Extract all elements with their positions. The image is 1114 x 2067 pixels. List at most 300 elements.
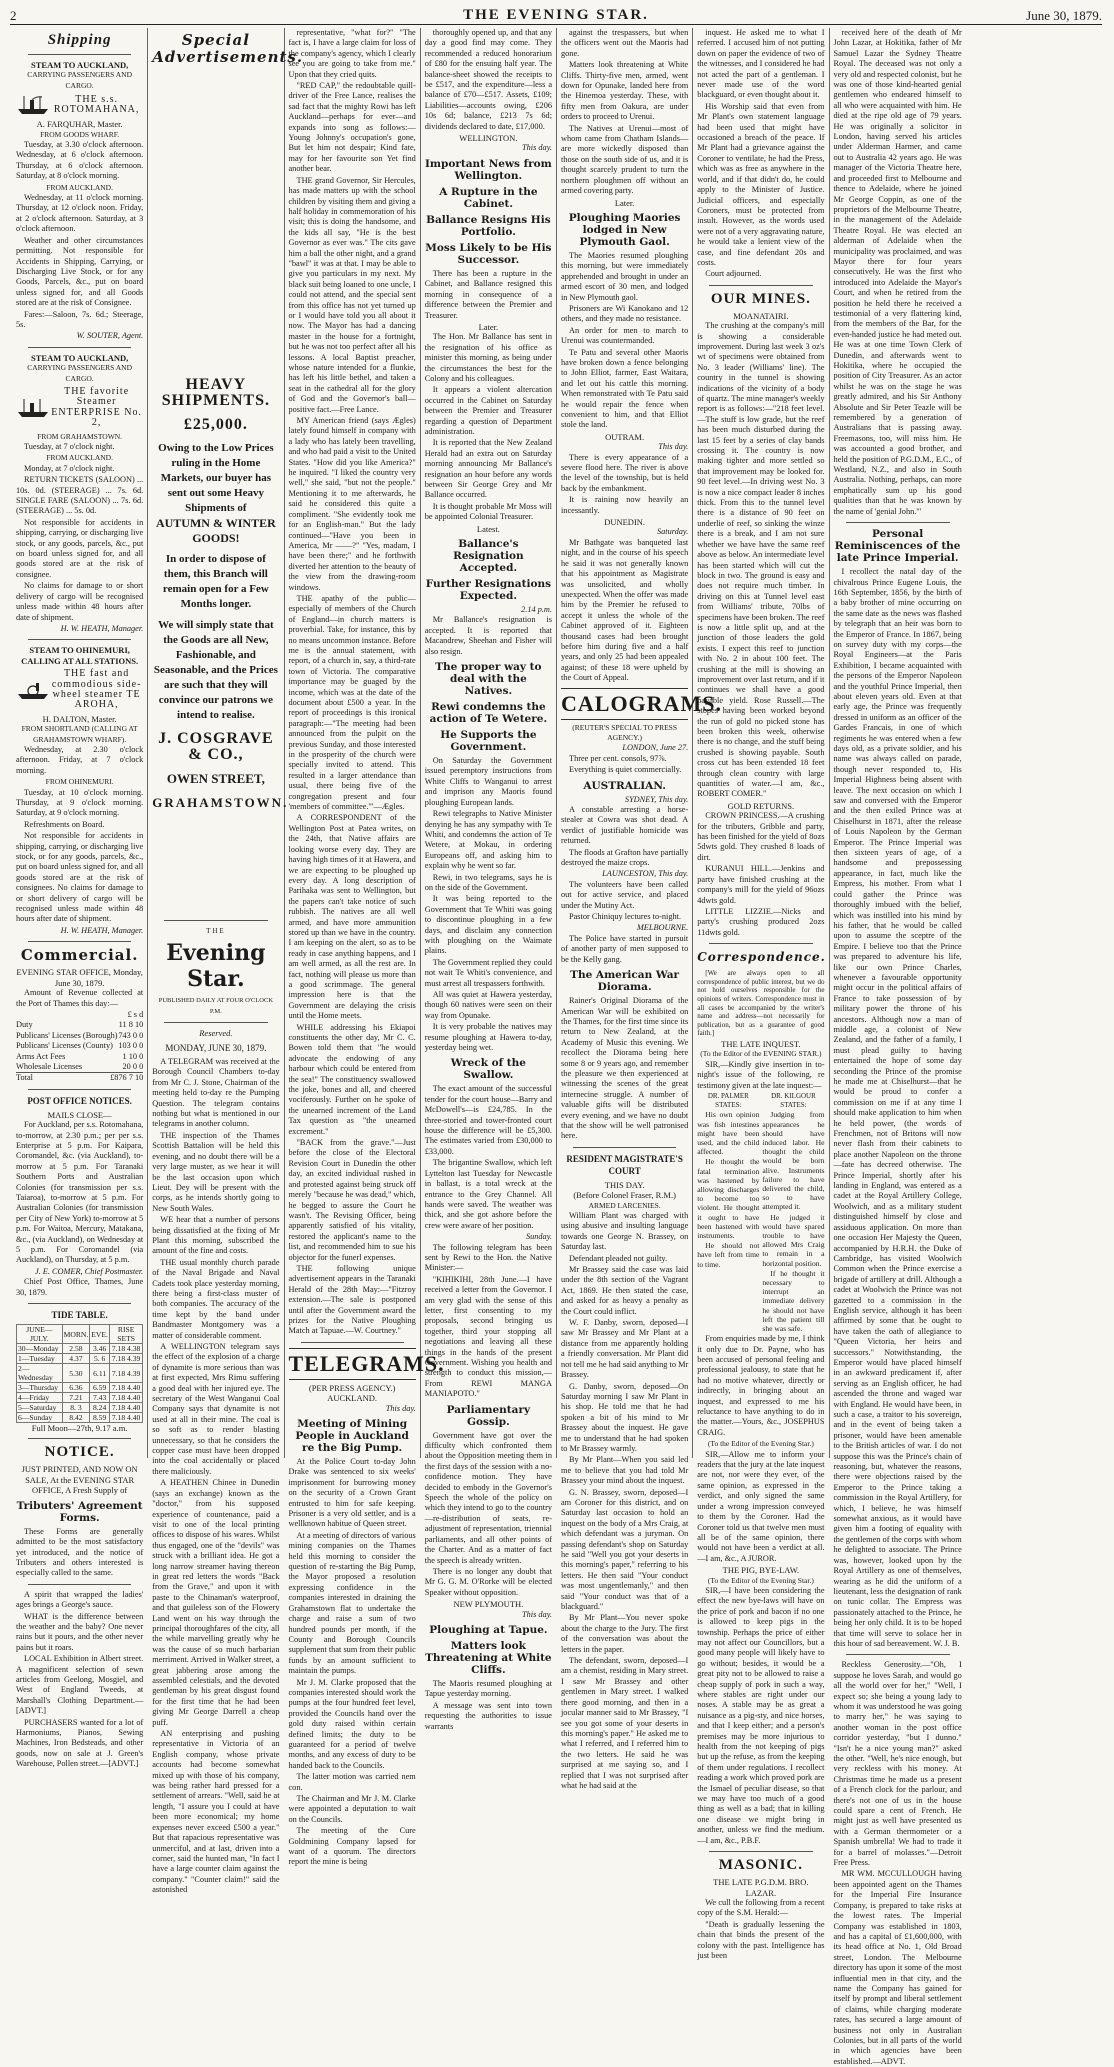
letter-paragraph: SIR,—I have been considering the effect the new bye-laws will have on the price of pork and bacon if no one is allowed to keep pigs in the township. Perhaps the price of either may not affect our Councillors, but a good many people will likely have to go without; besides, it would be a great pity not to be allowed to raise a cheap supply of pork in such a way, where stables are right under our noses. A stable may be as great a nuisance as a pig-sty, and nice horses, and that I keep either; and a person's premises may be more injurious to health from the not keeping of pigs but up the refuse, as from the keeping of them under regulations. I recollect reading a work which proved pork are the Ismael of peculiar disease, so that we may have too much of a good thing as well as a bad; that in killing one disease we might bring in another, unless we find the medium.—I am, &c., P.B.F.	[697, 1585, 825, 1845]
tide-cell: 2.58	[62, 1344, 90, 1354]
ad-spacer	[152, 69, 279, 369]
editorial-paragraph: A WELLINGTON telegram says the effect of the explosion of a charge of dynamite is more serious than was at first expected, Mrs Rimu suffering a good deal with her injured eye. The secretary of the West Wanganui Coal Company says that dynamite is not used at all in their mine. The coal is so soft as to render blasting unnecessary, so that he considers the copper case must have been dropped into the coal accidentally or placed there maliciously.	[152, 1342, 280, 1476]
court-paragraph: G. N. Brassey, sworn, deposed—I am Coroner for this district, and on Saturday last occasion to hold an inquest on the body of a Mrs Craig, at which defendant was a juryman. On passing defendant's shop on Saturday he said "Well you got your deserts in this morning's paper," referring to his letters. He then said "Your conduct was most ungentlemanly," and then said "Your conduct was that of a blackguard."	[561, 1487, 689, 1612]
tributers-forms-heading: Tributers' Agreement Forms.	[16, 1499, 143, 1524]
notice-text: Not responsible for accidents in shipping, carrying, or discharging live stock, or any goods, parcels, &c., put on board unless signed for, and all goods stored are at the risk of consignee.	[16, 517, 144, 579]
notice-heading: NOTICE.	[44, 1444, 115, 1461]
tide-table	[16, 1324, 143, 1423]
divider	[709, 1851, 812, 1852]
news-heading: Ploughing Maories lodged in New Plymouth Gaol.	[568, 211, 681, 248]
article-paragraph: MR WM. MCCULLOUGH having been appointed agent on the Thames for the Imperial Fire Insurance Company, is prepared to take risks at the lowest rates. The Imperial Company was established in 1803, and has a capital of £1,600,000, with its head office at No. 1, Old Broad street, London. The Melbourne directory has upon it some of the most influential men in that city, and the name the Company has gained for itself by prompt and liberal settlement of claims, while charging moderate rates, has secured a large amount of business not only in Australian Colonies, but in all parts of the world in which agencies have been established.—ADVT.	[833, 1869, 962, 2066]
section-heading-commercial: Commercial.	[20, 946, 139, 965]
table-row	[17, 1354, 143, 1364]
section-heading-correspondence: Correspondence.	[697, 950, 826, 965]
masthead	[10, 6, 1102, 25]
ad-town: GRAHAMSTOWN.	[152, 795, 289, 810]
news-paragraph: Matters look threatening at White Cliffs. Thirty-five men, armed, went down for Opunake, landed here from the Hinemoa yesterday. These, with fifty men from Oakura, are under orders to proceed to Urenui.	[561, 60, 689, 122]
court-paragraph: inquest. He asked me to what I referred. I accused him of not putting down on paper the evidence of two of the witnesses, and I considered he had not acted the part of a gentleman. I never made use of the word blackguard, or even thought about it.	[697, 28, 825, 100]
editorial-paragraph: THE apathy of the public—especially of members of the Church of England—in church matters is proverbial. Take, for instance, this by no means uncommon instance. Before me is the annual statement, with report, of a church in, say, a third-rate town of Victoria. The comparative importance may be guaged by the income, which was at the date of the document about £500 a year. In the report of proceedings is this ironical paragraph:—"The meeting had been announced from the pulpit on the previous Sunday, and those interested in the prosperity of the church were specially invited to attend. This resulted in a larger attendance than usual, there being five of the congregation present and four 'members of committee.'"—Ægles.	[288, 593, 416, 812]
news-paragraph: The Police have started in pursuit of another party of men supposed to be the Kelly gang.	[561, 933, 689, 964]
letter-to-editor: (To the Editor of the Evening Star.)	[707, 1575, 814, 1585]
news-paragraph: It is raining now heavily an incessantly.	[561, 495, 689, 515]
tide-cell: 6.11	[90, 1364, 110, 1383]
editorial-paragraph: "BACK from the grave."—Just before the close of the Electoral Revision Court in Dunedin the other day, an excited individual rushed in and protested against being struck off merely "because he was dead," which, he begged to assure the Court he wasn't. The Revising Officer, being apparently satisfied of his vitality, restored the applicant's name to the list, and recommended him to sue his objector for the funerl expenses.	[288, 1138, 416, 1262]
news-paragraph: Rewi telegraphs to Native Minister denying he has any sympathy with Te Whiti, and condemns the action of Te Wetere, at Mokau, in ordering Europeans off, and asking him to explain why he went so far.	[424, 809, 552, 871]
news-paragraph: All was quiet at Hawera yesterday, though 60 natives were seen on their way from Opunake.	[424, 990, 552, 1020]
tide-cell: 8.42	[62, 1413, 90, 1423]
tide-cell: 4.37	[62, 1354, 90, 1364]
issue-date: June 30, 1879.	[1026, 8, 1102, 23]
editorial-paragraph: WHILE addressing his Ekiapoi constituents the other day, Mr C. C. Bowen told them that "he would advocate the endowing of any harbour which could be entered from the sea!" The constituency swallowed the joke, bones and all, and cheered vociferously. Further on he spoke of the unearned increment of the Land Tax question as "the unearned excrement."	[288, 1022, 416, 1136]
page-number: 2	[10, 8, 17, 23]
column-1	[12, 28, 148, 1769]
tide-cell: 1—Tuesday	[17, 1354, 63, 1364]
divider	[164, 1022, 267, 1023]
revenue-total-label: Total	[16, 1073, 33, 1083]
news-heading: Important News from Wellington.	[425, 157, 552, 182]
paper-date: MONDAY, JUNE 30, 1879.	[165, 1042, 267, 1053]
departure-heading: FROM AUCKLAND.	[46, 182, 113, 192]
tide-cell: 7.18 4.39	[109, 1354, 142, 1364]
divider	[28, 941, 131, 942]
tide-cell: 6.59	[90, 1383, 110, 1393]
news-paragraph: against the trespassers, but when the officers went out the Maoris had gone.	[561, 28, 689, 58]
column-3	[285, 28, 445, 1867]
ship-name: THE s.s. ROTOMAHANA,	[53, 93, 140, 116]
tide-cell: 3—Thursday	[17, 1383, 63, 1393]
mines-paragraph: KURANUI HILL.—Jenkins and party have finished crushing at the company's mill for the yield of 96ozs 4dwts gold.	[697, 864, 825, 905]
fares-text: Fares:—Saloon, 7s. 6d.; Steerage, 5s.	[16, 309, 144, 329]
dateline-time: This day.	[522, 1609, 552, 1619]
small-ad-paragraph: WHAT is the difference between the weather and the baby? One never rains but it pours, and the other never pains but it roars.	[16, 1611, 144, 1652]
letter-paragraph: From enquiries made by me, I think it only due to Dr. Payne, who has been accused of personal feeling and professional jealousy, to state that he had no motive whatever, directly or indirectly, in bringing about an inquest, and expressed to me his reluctance to have anything to do in the matter.—Yours, &c., JOSEPHUS CRAIG.	[697, 1334, 825, 1437]
court-paragraph: G. Danby, sworn, deposed—On Saturday morning I saw Mr Plant in his shop. He told me that he had spoken a bit of his mind to Mr Brassey about the inquest. He gave me to understand that he had spoken to Mr Brassey warmly.	[561, 1381, 689, 1453]
dateline-time: This day.	[522, 143, 552, 153]
editorial-paragraph: representative, "what for?" "The fact is, I have a large claim for loss of the company's agency, which I clearly see you are going to take from me." Upon that they cried quits.	[288, 28, 416, 79]
news-paragraph: The brigantine Swallow, which left Lyttelton last Tuesday for Newcastle in ballast, is a total wreck at the entrance to the Grey Channel. All hands were saved. The weather was thick, and she got ashore before the crew were aware of her position.	[424, 1158, 552, 1230]
divider	[28, 639, 131, 640]
newspaper-title: THE EVENING STAR.	[463, 7, 649, 23]
news-heading: Matters look Threatening at White Cliffs.	[425, 1639, 552, 1676]
news-paragraph: It was being reported to the Government that Te Whiti was going to discontinue ploughing in a few days, and disclaim any connection with ploughing on the Waimate plains.	[424, 894, 552, 956]
post-office-dateline: Chief Post Office, Thames, June 30, 1879.	[16, 1277, 144, 1297]
schedule-text: Tuesday, at 10 o'clock morning. Thursday, at 9 o'clock morning. Saturday, at 9 o'clock morning.	[16, 787, 144, 818]
revenue-value: 1 10 0	[122, 1051, 144, 1061]
news-paragraph: At a meeting of directors of various mining companies on the Thames held this morning to consider the question of re-starting the Big Pump, the Mayor proposed a resolution expressing confidence in the companies interested in draining the Grahamstown flat to undertake the charge and raise a sum of two hundred pounds per month, if the County and Borough Councils supplement that sum from their public funds by an amount sufficient to maintain the pumps.	[288, 1530, 416, 1676]
tide-column-header: EVE.	[90, 1325, 110, 1344]
steamship-icon	[16, 397, 50, 419]
full-moon-note: Full Moon—27th, 9.17 a.m.	[31, 1423, 128, 1434]
tide-cell: 6—Sunday	[17, 1413, 63, 1423]
editorial-paragraph: THE grand Governor, Sir Hercules, has made matters up with the school children by visiting them and giving a half holiday in commemoration of his visit; this is doing the handsome, and the kids all say, "He is the best Governor as ever was." The cits gave him a ball the other night, and a grand "bawl" it was at that. I may be able to give you particulars in my next. My black suit being loaned to one uncle, I could not attend, and the special sent from this office has not yet turned up or I would have told you all about it now. The Mayor has had a dancing master in the house for a fortnight, but he was not too perfect after all his lessons. A local Baptist preacher, whose nature intended for a flunkie, has left his little bethel, and taken a seat in the cathedral all for the glory of God and the Governor's ball—positive fact.—Free Lance.	[288, 175, 416, 414]
news-heading: The American War Diorama.	[570, 969, 680, 994]
news-heading: Wreck of the Swallow.	[450, 1057, 526, 1082]
ad-heading: STEAM TO AUCKLAND,	[31, 352, 129, 363]
steamer-ad	[16, 387, 143, 429]
divider	[28, 347, 131, 348]
news-paragraph: An order for men to march to Urenui was countermanded.	[561, 325, 689, 346]
ad-subheading: CARRYING PASSENGERS AND CARGO.	[27, 70, 132, 90]
tide-cell: 6.36	[62, 1383, 90, 1393]
news-heading: The proper way to deal with the Natives.	[435, 661, 542, 698]
mails-close-heading: MAILS CLOSE—	[47, 1109, 112, 1120]
news-paragraph: It is very probable the natives may resume ploughing at Hawera to-day, yesterday being wet.	[424, 1022, 552, 1053]
agent-signature: H. W. HEATH, Manager.	[60, 925, 144, 935]
news-heading: Meeting of Mining People in Auckland re the Big Pump.	[295, 1418, 409, 1454]
tide-cell: 7.18 4.40	[109, 1393, 142, 1403]
court-paragraph: By Mr Plant—You never spoke about the charge to the Jury. The first of the conversation was about the letters in the paper.	[561, 1613, 689, 1654]
notice-text: No claims for damage to or short delivery of cargo will be recognised unless made within 48 hours after date of shipment.	[16, 581, 144, 622]
mines-paragraph: CROWN PRINCESS.—A crushing for the tributers, Gribble and party, has been finished for the yield of 8ozs 5dwts gold. They crushed 8 loads of dirt.	[697, 811, 825, 862]
court-paragraph: Defendant pleaded not guilty.	[569, 1253, 668, 1263]
editorial-paragraphs	[289, 28, 416, 1337]
revenue-value: 20 0 0	[122, 1061, 144, 1071]
testimony-left-head: DR. PALMER STATES:	[707, 1091, 749, 1110]
testimony-text: He thought the fatal termination was hastened by allowing discharges to become too violent. He thought it ought to have been hastened with instruments.	[697, 1157, 760, 1240]
news-paragraph: "KIHIKIHI, 28th June.—I have received a letter from the Governor. I am very glad with the sense of this letter, first consenting to my proposals, second bringing us together, third your stopping all negotiations and leaving all these things in the hands of the present Government. Wishing you health and strength to conduct this mission,—From REWI MANGA MANIAPOTO."	[424, 1274, 552, 1399]
column-4	[421, 28, 557, 1731]
news-paragraph: On Saturday the Government issued peremptory instructions from White Cliffs to Wanganui to arrest and imprison any Maoris found ploughing European lands.	[424, 756, 552, 807]
news-paragraph: The volunteers have been called out for active service, and placed under the Mutiny Act.	[561, 879, 689, 910]
mines-paragraph: LITTLE LIZZIE.—Nicks and party's crushing produced 2ozs 11dwts gold.	[697, 906, 825, 937]
news-paragraph: The Hon. Mr Ballance has sent in the resignation of his office as minister this morning, as being under the circumstances the best for the Colony and his colleagues.	[424, 332, 552, 383]
testimony-right-head: DR. KILGOUR STATES:	[771, 1091, 816, 1110]
schedule-text: Tuesday, at 7 o'clock night.	[24, 442, 115, 451]
editorial-paragraph: AN enterprising and pushing representative in Victoria of an English company, whose private accounts had become somewhat mixed up with those of his company, was being rather hard pressed for a settlement of arrears. "Well, said he at length, "I assure you I could at have been more economical; my home expenses never exceed £500 a year." But that rapacious representative was unmerciful, and at last, driven into a corner, said the hunted man, "In fact I have a large counter claim against the company." "Counter claim!" said the astonished	[152, 1729, 280, 1895]
notice-text: Refreshments on Board.	[24, 819, 105, 829]
news-heading: Rewi condemns the action of Te Wetere.	[429, 701, 548, 726]
editorial-paragraph: THE usual monthly church parade of the Naval Brigade and Naval Cadets took place yesterday morning, there being a first-class muster of both companies. The accuracy of the time kept by the band under Bandmaster Montgomery was a matter of considerable comment.	[152, 1257, 280, 1340]
news-heading: A Rupture in the Cabinet.	[439, 185, 538, 210]
revenue-table	[16, 1020, 143, 1072]
tide-cell: 2—Wednesday	[17, 1364, 63, 1383]
tide-cell: 7.18 4.40	[109, 1413, 142, 1423]
news-paragraph: The Maoris resumed ploughing at Tapue yesterday morning.	[424, 1678, 552, 1699]
notice-text: Weather and other circumstances permitting. Not responsible for Accidents in Shipping, Carrying, or Discharging Live Stock, or for any Goods, Parcels, &c., put on board unless signed for, and all Goods stored are at the risk of Consignee.	[16, 235, 144, 308]
postmaster-signature: J. E. COMER, Chief Postmaster.	[34, 1266, 144, 1276]
divider	[846, 1654, 950, 1655]
dateline-london: LONDON, June 27.	[622, 743, 689, 753]
testimony-right	[762, 1092, 824, 1334]
news-heading: Ballance's Resignation Accepted.	[453, 538, 524, 575]
news-paragraph: Prisoners are Wi Kanokano and 12 others, and they made no resistance.	[561, 303, 689, 324]
small-ad-paragraph: LOCAL Exhibition in Albert street. A magnificent selection of sewn articles from Geelong, Mosgiel, and West of England Tweeds, at Marshall's Clothing Department.—[ADVT.]	[16, 1654, 144, 1716]
news-paragraph: A message was sent into town requesting the authorities to issue warrants	[424, 1700, 552, 1731]
ad-firm-name: J. COSGRAVE & CO.,	[158, 730, 274, 763]
divider	[301, 1342, 404, 1343]
divider	[28, 1303, 131, 1304]
schedule-text: Monday, at 7 o'clock night.	[24, 463, 115, 473]
later-subheading: Later.	[614, 197, 635, 208]
steamer-ad	[16, 669, 143, 711]
fares-text: RETURN TICKETS (SALOON) ... 10s. 0d. (STEERAGE) ... 7s. 6d. SINGLE FARE (SALOON) ... 7s. 6d. (STEERAGE) ... 5s. 0d.	[16, 475, 144, 516]
revenue-label: Arms Act Fees	[16, 1051, 66, 1061]
divider	[28, 1089, 131, 1090]
testimony-text: His own opinion was fish intestines might have been used, and the child affected.	[697, 1110, 760, 1157]
masonic-paragraph: We cull the following from a recent copy of the S.M. Herald:—	[697, 1897, 825, 1918]
revenue-row	[16, 1041, 143, 1051]
mine-name: MOANATAIRI.	[733, 310, 789, 321]
testimony-text: He should not have left from time to time.	[697, 1241, 760, 1269]
news-paragraph: There is no longer any doubt that Mr G. G. M. O'Rorke will be elected Speaker without opposition.	[424, 1566, 552, 1597]
later-subheading: Later.	[478, 321, 499, 332]
notice-subtext: JUST PRINTED, AND NOW ON SALE, At the EVENING STAR OFFICE, A Fresh Supply of	[21, 1464, 138, 1496]
news-paragraph: The Chairman and Mr J. M. Clarke were appointed a deputation to wait on the Councils.	[288, 1794, 416, 1824]
testimony-text: Judging from appearances he should have induced labor. He thought the child would be born alive. Instruments failure to have delivered the child, so to have attempted it.	[762, 1110, 825, 1212]
ad-body: Owing to the Low Prices ruling in the Home Markets, our buyer has sent out some Heavy Shipments of	[158, 442, 274, 514]
news-paragraph: Rewi, in two telegrams, says he is on the side of the Government.	[424, 872, 552, 892]
masonic-subheading: THE LATE P.G.D.M. BRO. LAZAR.	[713, 1877, 809, 1898]
gold-returns-heading: GOLD RETURNS.	[727, 800, 795, 811]
revenue-total-row	[16, 1072, 143, 1083]
divider	[709, 285, 812, 286]
ad-heading: STEAM TO AUCKLAND,	[31, 60, 129, 70]
column-6	[693, 28, 829, 1960]
departure-heading: FROM GRAHAMSTOWN.	[37, 431, 123, 441]
tide-cell: 8.59	[90, 1413, 110, 1423]
tide-cell: 5. 6	[90, 1354, 110, 1364]
revenue-value: 103 0 0	[118, 1041, 144, 1051]
ad-heading: STEAM TO OHINEMURI, CALLING AT ALL STATIONS.	[21, 645, 139, 666]
dateline-time: This day.	[658, 442, 689, 452]
news-heading: Ploughing at Tapue.	[429, 1623, 548, 1636]
news-paragraph: The Maories resumed ploughing this morning, but were immediately apprehended and brought in under an armed escort of 30 men, and lodged in New Plymouth gaol.	[561, 250, 689, 302]
dateline-auckland: AUCKLAND.	[327, 1393, 378, 1404]
post-office-heading: POST OFFICE NOTICES.	[27, 1095, 132, 1106]
court-date: THIS DAY.	[604, 1179, 645, 1190]
dateline-dunedin: DUNEDIN.	[604, 517, 646, 528]
court-heading: RESIDENT MAGISTRATE'S COURT	[566, 1153, 683, 1176]
calograms-heading: CALOGRAMS.	[561, 688, 688, 720]
news-paragraph: It is reported that the New Zealand Herald had an extra out on Saturday morning announcing Mr Ballance's resignation an hour before any words between Sir George Grey and Mr Ballance occurred.	[424, 438, 552, 500]
ship-master: A. FARQUHAR, Master.	[36, 119, 123, 130]
letter-heading: THE LATE INQUEST.	[721, 1038, 801, 1049]
editorial-paragraph: WE hear that a number of persons being dissatisfied at the fixing of Mr Plant this morning, subscribed the amount of the fine and costs.	[152, 1215, 280, 1256]
ad-street: OWEN STREET,	[166, 771, 265, 786]
departure-heading: FROM SHORTLAND (CALLING AT GRAHAMSTOWN WHARF).	[21, 724, 138, 744]
tide-cell: 8.24	[90, 1403, 110, 1413]
news-heading: Parliamentary Gossip.	[446, 1403, 531, 1428]
court-magistrate: (Before Colonel Fraser, R.M.)	[573, 1190, 676, 1201]
table-row	[17, 1403, 143, 1413]
tide-cell: 7.18 4.40	[109, 1403, 142, 1413]
news-heading: He Supports the Government.	[440, 729, 537, 754]
tide-cell: 7.18 4.40	[109, 1383, 142, 1393]
news-paragraph: Mr Bathgate was banqueted last night, and in the course of his speech he said it was not generally known that his appointment as Magistrate was unsolicited, and wholly unexpected. When the offer was made him by the Premier he refused to accept it unless the whole of the Cabinet approved of it. Eighteen thousand cases had been brought before him during five and a half years, and only 25 had been appealed against; of these 18 were upheld by the Court of Appeal.	[561, 537, 689, 683]
article-paragraph: Reckless Generosity.—"Oh, I suppose he loves Sarah, and would go all the world over for her," "Well, I expect so; she being a young lady to whom it was understood he was going to marry her," he was saying to another woman in the post office corridor yesterday, "but I dunno." "Isn't he a nice young man?" asked the other. "Well, he's nice enough, but very reckless with his money. At Christmas time he made us a present of a French clock for the parlour, and there's not one of us in the house could spare a cent of French. He might just as well have presented us with a German thermometer or a Spanish umbrella! We had to trade it for a barrel of molasses."—Detroit Free Press.	[833, 1660, 962, 1868]
steamship-icon	[16, 679, 50, 701]
section-heading-special-ads: Special Advertisements.	[152, 31, 304, 66]
tide-cell: 3.46	[90, 1344, 110, 1354]
ad-season: AUTUMN & WINTER GOODS!	[155, 516, 276, 545]
reuters-note: (REUTER'S SPECIAL TO PRESS AGENCY.)	[572, 722, 678, 742]
revenue-units: £ s d	[127, 1009, 144, 1019]
ad-body-3: We will simply state that the Goods are all New, Fashionable, and Seasonable, and the Prices are such that they will convince our patrons we intend to realise.	[153, 619, 278, 721]
testimony-text: He judged it would have spared trouble to have allowed Mrs Craig to remain in a horizontal position.	[762, 1212, 825, 1268]
news-paragraph: Te Patu and several other Maoris have broken down a fence belonging to John Elliot, farmer, East Waitara, and let out his cattle this morning. When remonstrated with Te Patu said he would repair the fence when convenient to him, and that Elliot stole the land.	[561, 347, 689, 430]
letter-heading: THE PIG, BYE-LAW.	[722, 1565, 800, 1576]
divider	[28, 54, 131, 55]
masonic-paragraph: received here of the death of Mr John Lazar, at Hokitika, father of Mr Samuel Lazar the Sydney Theatre Royal. The deceased was not only a very old and respected colonist, but he was one of those kind-hearted genial gentlemen who endeared himself to all who were acquainted with him. He died at the ripe old age of 79 years. He was originally a solicitor in London, having served his articles under Alderman Harmer, and came out to Australia 42 years ago. He was manager of the Victoria Theatre here, and proceeded first to Melbourne and thence to Adelaide, where he joined Mr George Coppin, as one of the proprietors of the Melbourne Theatre, in the management of the Adelaide Theatre Royal. He was elected an alderman of Adelaide when the municipality was proclaimed, and was Mayor there for four years consecutively. He was the first who introduced into Adelaide the Mayor's Court, and when he retired from the position he held there he received a testimonial of a very flattering kind, from the members of the Bar, for the even-handed justice he had meted out. He was at one time Town Clerk of Dunedin, and afterwards went to Hokitika, where he occupied the position of City Treasurer. As an actor whilst he was on the stage he was greatly admired, and his Sir Anthony Absolute and Sir Peter Teazle will be remembered by a generation of Australians that is passing away. Freemasons, too, will miss him. He was accounted a good brother, and held the position of P.G.D.M., E.C., of Westland, N.Z., and also in South Australia. Nothing, perhaps, can more emphatically sum up his good qualities than that he was known by the name of 'genial John.'"	[833, 28, 962, 516]
revenue-label: Publicans' Licenses (County)	[16, 1041, 113, 1051]
news-paragraph: Pastor Chiniquy lectures to-night.	[569, 912, 681, 922]
ad-cosgrave	[152, 441, 279, 723]
dateline-outram: OUTRAM.	[605, 431, 645, 442]
news-paragraph: It is thought probable Mr Moss will be appointed Colonial Treasurer.	[424, 501, 552, 522]
paper-name: Evening Star.	[166, 940, 266, 993]
departure-heading: FROM OHINEMURI.	[45, 777, 114, 787]
ad-body-2: In order to dispose of them, this Branch will remain open for a Few Months longer.	[162, 553, 269, 610]
revenue-total-value: £876 7 10	[110, 1073, 144, 1083]
revenue-label: Duty	[16, 1020, 33, 1030]
revenue-label: Wholesale Licenses	[16, 1061, 83, 1071]
tide-cell: 7.18 4.39	[109, 1364, 142, 1383]
news-paragraph: A constable arresting a horse-stealer at Cowra was shot dead. A verdict of justifiable homicide was returned.	[561, 805, 689, 846]
correspondence-note: [We are always open to all correspondence of public interest, but we do not hold ourselves responsible for the opinions of writers. Correspondence must in all cases be accompanied by the writer's name and address—not necessarily for publication, but as a guarantee of good faith.]	[697, 969, 825, 1038]
news-paragraph: Three per cent. consols, 97⅞.	[569, 753, 667, 763]
letter-paragraph: SIR,—Kindly give insertion in to-night's issue of the following, re testimony given at the late inquest:—	[697, 1059, 825, 1090]
revenue-row	[16, 1020, 143, 1030]
news-heading: Moss Likely to be His Successor.	[425, 241, 552, 266]
column-2	[148, 28, 304, 1895]
departure-heading: FROM AUCKLAND.	[46, 453, 113, 463]
post-office-text: For Auckland, per s.s. Rotomahana, to-morrow, at 2.30 p.m.; per per s.s. Enterprise at 5 p.m. For Kaipara, Coromandel, &c. (via Auckland), to-morrow at 5 p.m. For Taranaki Southern Ports and Australian Colonies (for transmission per s.s. Taiaroa), to-morrow at 5 p.m. For Australian Colonies (for transmission per City of New York) to-morrow at 5 p.m. For Waitoa, Mercury, Matakana, &c., (via Auckland), on Wednesday at 5 p.m. For Coromandel (via Auckland), on Thursday, at 5 p.m.	[16, 1120, 144, 1265]
revenue-row	[16, 1031, 143, 1041]
schedule-text: Wednesday, at 11 o'clock morning. Thursday, at 12 o'clock noon. Friday, at 2 o'clock afternoon. Saturday, at 3 o'clock afternoon.	[16, 193, 144, 234]
tide-cell: 7.21	[62, 1393, 90, 1403]
column-7	[830, 28, 966, 2066]
court-paragraph: Court adjourned.	[705, 269, 762, 279]
news-paragraph: The following telegram has been sent by Rewi to the Hon. the Native Minister:—	[424, 1242, 552, 1273]
divider	[28, 1438, 131, 1439]
dateline-time: 2.14 p.m.	[521, 605, 552, 615]
news-heading: Further Resignations Expected.	[425, 578, 551, 603]
news-paragraph: The floods at Grafton have partially destroyed the maize crops.	[561, 847, 689, 868]
tide-table-header	[17, 1325, 143, 1344]
dateline-wellington: WELLINGTON.	[459, 133, 518, 144]
article-paragraph: I recollect the natal day of the chivalrous Prince Eugene Louis, the 16th September, 1856, by the birth of a baby brother of mine occurring on the same date as the news was flashed by telegraph that an heir was born to the Emperor of France. In 1867, being on survey duty with my corps—the Royal Engineers—at the Paris Exhibition, I became acquainted with the persons of the Emperor Napoleon and the youthful Prince Imperial, then about eleven years old. Even at that early age, the Prince was frequently dressed in uniform as an officer of the Gardes Francais, in one of which regiments he was entered when a few days old, as a private soldier, and his name was always called on parade, though never responded to, His Imperial Highness being absent with leave. The next occasion on which I saw and conversed with the Emperor and the then exiled Prince was at Chiselhurst in 1871, after the release of Louis Napoleon by the German Emperor. The Prince Imperial was then sixteen years of age, of a handsome and prepossessing appearance, in fact, much like the Empress, his mother. From what I could gather the Prince was thoroughly imbued with the belief, which was instilled into his mind by his father, that he would be called upon to assume the sceptre of the Empire. I believe too that the Prince was prepared to adventure his life, like our own Prince Charles, whenever a favourable opportunity might occur in the political affairs of France to take possession of by military power the throne of his ancestors. Although now a man of middle age, a colonist of New Zealand, and the father of a family, I must plead guilty to having entertained the hope of some day seconding the Prince of the promise he made me at Chiselhurst—that he would be proud to confer a commission on me if at any time I should make application to him when he held power, (the words of Frenchmen, not of Britons will now never flash from their cabinets to place another Napoleon on the throne—fate has decreed otherwise. The Prince Imperial, shortly after his landing in England, was entered as a cadet at the Royal Artillery College, Woolwich, and as a military student distinguished himself by close and assiduous application. On more than one occasion Her Majesty the Queen, accompanied by H.R.H. the Duke of Cambridge, has visited Woolwich Common when the Prince exercise a brigade of artillery at drill. Although a cadet at Woolwich the Prince was not gazetted to a commission in the English service, although it has been affirmed by some that he ought to have taken the oath of allegiance to "Queen Victoria, her heirs and successors." Notwithstanding, the Emperor would have placed himself in an awkward predicament if, after serving as an English officer, he had ascended the throne and waged war with England. He would have been, in such a case, a traitor to his sovereign, and in the event of being taken a prisoner, would have been amenable to the British articles of war. I do not suppose this was the Prince's chain of reasoning, but, whatever the reasons, there were objections raised by the Emperor to the Prince taking a commission in the Royal Artillery, for which, I believe, he was himself somewhat anxious, as it would have given him a footing of equality with the gentlemen of the corps with whom he delighted to associate. The Prince was, however, looked upon by the Royal Artillery as one of themselves, wearing as he did the uniform of a lieutenant, less the designation of rank on tunic collar. The Empress was passionately attached to the Prince, he being her only child. It is to be hoped that time will serve to solace her in this hour of sad bereavement. W. J. B.	[833, 567, 962, 1648]
agent-signature: H. W. HEATH, Manager.	[60, 623, 144, 633]
letter-to-editor: (To the Editor of the EVENING STAR.)	[700, 1049, 822, 1059]
letter-paragraph: SIR,—Allow me to inform your readers that the jury at the late inquest are not, nor were they ever, of the same opinion, as expressed in the verdict, and only signed the same under a wrong impression conveyed to them by the Coroner. Had the Coroner told us that twelve men must all be of the same opinion, there would not have been a verdict at all.—I am, &c., A JUROR.	[697, 1449, 825, 1563]
news-paragraph: There is every appearance of a severe flood here. The river is above the level of the township, but is held back by the embankment.	[561, 452, 689, 493]
agent-signature: W. SOUTER, Agent.	[76, 331, 144, 341]
news-heading: Personal Reminiscences of the late Prince Imperial.	[834, 528, 961, 565]
tide-cell: 30—Monday	[17, 1344, 63, 1354]
tide-column-header: JUNE—JULY.	[17, 1325, 63, 1344]
news-paragraph: The meeting of the Cure Goldmining Company lapsed for want of a quorum. The directors report the mine is being	[288, 1826, 416, 1867]
editorial-paragraph: THE inspection of the Thames Scottish Battalion will be held this evening, and no doubt there will be a very large muster, as we hear it will be the last occasion upon which Lieut. Dey will be present with the corps, as he intends shortly going to New South Wales.	[152, 1130, 280, 1213]
section-heading-shipping: Shipping	[47, 32, 112, 48]
editorial-paragraph: THE following unique advertisement appears in the Taranaki Herald of the 28th May:—"Fitzroy extension.—The sale is postponed until after the Government award the prizes for the Native Ploughing Match at Tapuae.—W. Courtney."	[288, 1263, 416, 1336]
steamer-ad	[16, 94, 143, 116]
news-paragraph: Everything is quiet commercially.	[569, 765, 682, 775]
revenue-label: Publicans' Licenses (Borough)	[16, 1030, 118, 1040]
tide-cell: 4—Friday	[17, 1393, 63, 1403]
notice-text: Not responsible for accidents in shipping, carrying, or discharging live stock, or for any goods, parcels, &c., put on board unless signed for, and all goods stored are at the risk of consignees. No claims for damage to or short delivery of cargo will be recognised unless made within 48 hours after date of shipment.	[16, 831, 144, 924]
table-row	[17, 1383, 143, 1393]
dateline-melbourne: MELBOURNE.	[636, 923, 689, 933]
ad-amount: £25,000.	[183, 416, 248, 433]
tide-column-header: RISE SETS	[109, 1325, 142, 1344]
tide-cell: 8. 3	[62, 1403, 90, 1413]
editorial-paragraphs	[152, 1057, 279, 1896]
dateline-time: Sunday.	[525, 1232, 552, 1242]
column-5	[557, 28, 722, 1790]
telegrams-heading: TELEGRAMS.	[289, 1348, 416, 1380]
testimony-comparison	[697, 1092, 824, 1334]
table-row	[17, 1364, 143, 1383]
ad-subheading: CARRYING PASSENGERS AND CARGO.	[27, 363, 132, 383]
divider	[709, 943, 812, 944]
dateline-time: Saturday.	[656, 527, 689, 537]
paper-reserved: Reserved.	[199, 1028, 233, 1039]
divider	[573, 1147, 676, 1148]
small-ad-paragraph: PURCHASERS wanted for a lot of Harmoniums, Pianos, Sewing Machines, Iron Bedsteads, and other goods, now on sale at J. Green's Warehouse, Pollen street.—[ADVT.]	[16, 1717, 144, 1769]
press-agency-note: (PER PRESS AGENCY.)	[308, 1382, 396, 1393]
news-paragraph: Rainer's Original Diorama of the American War will be exhibited on the Thames, for the first time since its return to New Zealand, at the Academy of Music this evening. We recollect the Diorama being here some 8 or 9 years ago, and remember the pleasure we then experienced at witnessing the scenes of the great internecine struggle. A number of valuable gifts will be distributed every evening, and we have no doubt that the show will be well patronised here.	[561, 996, 689, 1141]
paper-published: PUBLISHED DAILY AT FOUR O'CLOCK P.M.	[158, 997, 274, 1015]
dateline-sydney: SYDNEY, This day.	[624, 794, 689, 804]
departure-heading: FROM GOODS WHARF.	[40, 129, 120, 139]
court-paragraph: By Mr Plant—When you said led me to believe that you had told Mr Brassey your mind about the inquest.	[561, 1455, 689, 1486]
revenue-value: 11 8 10	[118, 1020, 144, 1030]
news-paragraph: There has been a rupture in the Cabinet, and Ballance resigned this morning in consequence of a difference between the Premier and Treasurer.	[424, 268, 552, 320]
steamship-icon	[16, 94, 50, 116]
dateline-time: This day.	[385, 1403, 416, 1413]
tide-cell: 7.43	[90, 1393, 110, 1403]
paper-the: THE	[206, 927, 226, 935]
small-ad-paragraph: A spirit that wrapped the ladies' ages brings a George's sauce.	[16, 1589, 144, 1610]
news-paragraph: The Natives at Urenui—most of whom came from Chatham Islands—are more wickedly disposed than those on the south side of us, and it is thought scarcely prudent to turn the northern ploughmen off without an armed covering party.	[561, 123, 689, 196]
ship-name: THE fast and commodious side-wheel steamer TE AROHA,	[51, 668, 142, 711]
tide-column-header: MORN.	[62, 1325, 90, 1344]
office-dateline: EVENING STAR OFFICE, Monday, June 30, 1879.	[16, 967, 143, 988]
section-heading-our-mines: OUR MINES.	[710, 290, 811, 307]
tributers-note: These Forms are generally admitted to be the most satisfactory yet introduced, and the notice of Tributers and others interested is especially called to the same.	[16, 1526, 144, 1578]
revenue-row	[16, 1062, 143, 1072]
schedule-text: Tuesday, at 3.30 o'clock afternoon. Wednesday, at 6 o'clock afternoon. Thursday, at 6 o'clock afternoon. Saturday, at 8 o'clock morning.	[16, 140, 144, 181]
masonic-paragraph: "Death is gradually lessening the chain that binds the present of the colony with the past. Intelligence has just been	[697, 1919, 825, 1960]
news-paragraph: At the Police Court to-day John Drake was sentenced to six weeks' imprisonment for burrowing money on the security of a Crown Grant entrusted to him for safe keeping. Prisoner is a very old settler, and is a wellknown habitue of Queen street.	[288, 1457, 416, 1529]
tide-cell: 7.18 4.38	[109, 1344, 142, 1354]
small-ads	[16, 1590, 143, 1770]
ad-spacer	[152, 819, 279, 915]
news-paragraph: thoroughly opened up, and that any day a good find may come. They recommended a reduced honorarium of £80 for the ensuing half year. The balance-sheet showed the receipts to be £517, and the expenditure—less a balance of £70—£517. Assets, £109; Liabilities—accounts owing, £206 10s 6d; balance, £213 7s 6d; dividends declared to date, £17,000.	[424, 28, 552, 131]
divider	[28, 1584, 131, 1585]
table-row	[17, 1393, 143, 1403]
table-row	[17, 1413, 143, 1423]
tide-table-body	[17, 1344, 143, 1423]
court-paragraph: Mr Brassey said the case was laid under the 8th section of the Vagrant Act, 1869. He then stated the case, and asked for as heavy a penalty as the Court could inflict.	[561, 1265, 689, 1316]
news-paragraph: It appears a violent altercation occurred in the Cabinet on Saturday between the Premier and Treasurer regarding a question of Department administration.	[424, 385, 552, 436]
ship-master: H. DALTON, Master.	[42, 713, 117, 724]
editorial-paragraph: A CORRESPONDENT of the Wellington Post at Patea writes, on the 24th, that Native affairs are looking worse every day. They are having high times of it at Hawera, and we are expecting to be ploughed up every day. A long description of Parihaka was sent to Wellington, but the papers can't take notice of such rubbish. The natives are all well armed, and have more ammunition stored up than we have in the country. I am keeping on the alert, so as to be ready in case anything happens, and I am well armed, as all the rest are. In fact, nothing will please us more than a good scrimmage. The general impression here is that the Government are delaying the crisis until the Home meets.	[288, 813, 416, 1021]
editorial-paragraph: "RED CAP," the redoubtable quill-driver of the Free Lance, realises the sad fact that the mighty Rowi has left Auckland—perhaps for ever—and expands into song as follows:— Young Johnny's occupation's gone, But let him not despair; Kind fate, may for her favourite son Yet find another bear.	[288, 81, 416, 174]
columns	[12, 28, 1102, 2066]
news-paragraph: The exact amount of the successful tender for the court house—Barry and McDowell's—is £24,785. In the three-storied and tower-fronted court house the difference will be £5,300. The estimates varied from £30,000 to £33,000.	[424, 1084, 552, 1156]
divider	[164, 920, 267, 921]
revenue-row	[16, 1052, 143, 1062]
latest-subheading: Latest.	[476, 523, 500, 534]
divider	[846, 522, 950, 523]
ad-heavy-shipments-title: HEAVY SHIPMENTS.	[161, 376, 270, 409]
editorial-paragraph: MY American friend (says Ægles) lately found himself in company with a lady who has lately been travelling, and who had paid a visit to the United States. "How did you like America?" he inquired. "I liked the country very well," she said, "but not the people." Mentioning it to me afterwards, he said he considered this quite a compliment. "She evidently took me for an English-man." But the lady continued—"Have you been in America, Mr ——?" "Yes, madam, I have been there;" and he forthwith diverted her attention to the beauty of the view from the drawing-room windows.	[288, 416, 416, 592]
mines-paragraph: The crushing at the company's mill is showing a considerable improvement. During last week 3 oz's wt of specimens were obtained from No. 3 leader (Williams' line). The country in the tunnel is showing indications of the vicinity of a body of quartz. The mine manager's weekly report is as follows:—"218 feet level.—The stuff is low grade, but the reef has been much disturbed during the last 15 feet by a series of clay bands crossing it. The country is now making tighter and more settled so that improvement may be looked for. 90 feet level.—In driving west No. 3 is now a nice compact leader 8 inches thick. From this to the tunnel level there is a distance of 90 feet on underlie of reef, so sinking the winze there is a break, and I am not sure whether we have have the same reef above as below. An intermediate level has been started which will cut the block in two. The ground is easy and does not require much timber. In driving on this at Tunnel level east from Williams' tribute, 70lbs of specimens have been broken. The reef is now a little split up, and at the junction of those leaders the gold exists. I expect this reef to junction with No. 2 in about 100 feet. The crushing at the mill is showing an improvement over last return, and if it continues we shall have a good payable yield. Rose Russell.—The stopes having been worked beyond the run of gold no picked stone has been broken this week, otherwise there is no change, and the stuff being crushed is showing payable. South cross cut has been extended 18 feet through clean country with large quantities of water.—I am, &c., ROBERT COMER."	[697, 321, 825, 799]
news-paragraph: Government have got over the difficulty which confronted them about the Opposition meeting them in the first days of the session with a no-confidence motion. They have decided to embody in the Governor's Speech the whole of the policy on which they intend to go to the country—re-distribution of seats, re-adjustment of representation, triennial parliaments, and all other points of the Charter. And as a matter of fact the speech is already written.	[424, 1430, 552, 1565]
dateline-launceston: LAUNCESTON, This day.	[602, 869, 689, 879]
testimony-text: If he thought it necessary to interrupt an immediate delivery he should not have left the patient till she was safe.	[762, 1268, 825, 1333]
